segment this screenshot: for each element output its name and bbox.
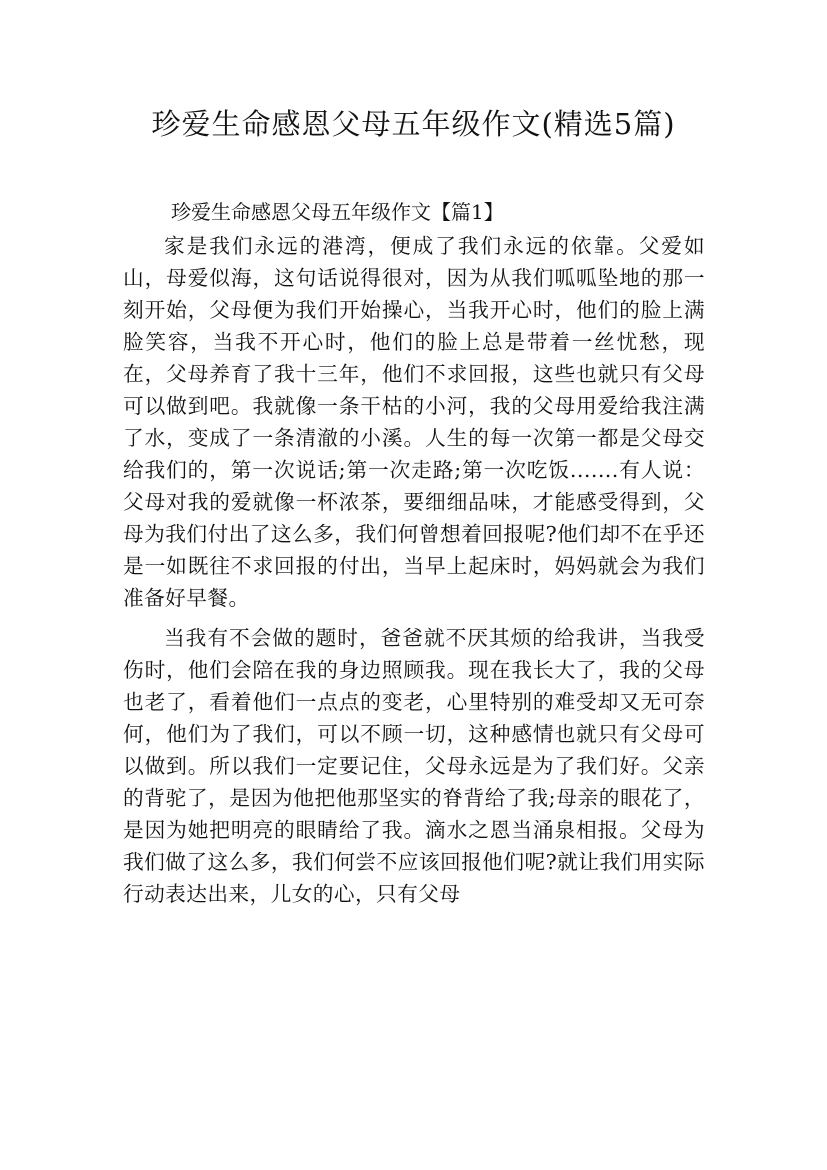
section-heading: 珍爱生命感恩父母五年级作文【篇1】: [171, 200, 504, 224]
body-paragraph: 当我有不会做的题时，爸爸就不厌其烦的给我讲，当我受伤时，他们会陪在我的身边照顾我。现在我长大了，我的父母也老了，看着他们一点点的变老，心里特别的难受却又无可奈何，他们为了我们，可以不顾一切，这种感情也就只有父母可以做到。所以我们一定要记住，父母永远是为了我们好。父亲的背驼了，是因为他把他那坚实的脊背给了我;母亲的眼花了，是因为她把明亮的眼睛给了我。滴水之恩当涌泉相报。父母为我们做了这么多，我们何尝不应该回报他们呢?就让我们用实际行动表达出来，儿女的心，只有父母: [123, 626, 705, 906]
document-body: [123, 197, 705, 910]
document-title: 珍爱生命感恩父母五年级作文(精选5篇): [151, 107, 676, 141]
body-paragraph: 家是我们永远的港湾，便成了我们永远的依靠。父爱如山，母爱似海，这句话说得很对，因为从我们呱呱坠地的那一刻开始，父母便为我们开始操心，当我开心时，他们的脸上满脸笑容，当我不开心时，他们的脸上总是带着一丝忧愁，现在，父母养育了我十三年，他们不求回报，这些也就只有父母可以做到吧。我就像一条干枯的小河，我的父母用爱给我注满了水，变成了一条清澈的小溪。人生的每一次第一都是父母交给我们的，第一次说话;第一次走路;第一次吃饭.......有人说：父母对我的爱就像一杯浓茶，要细细品味，才能感受得到，父母为我们付出了这么多，我们何曾想着回报呢?他们却不在乎还是一如既往不求回报的付出，当早上起床时，妈妈就会为我们准备好早餐。: [123, 234, 705, 610]
